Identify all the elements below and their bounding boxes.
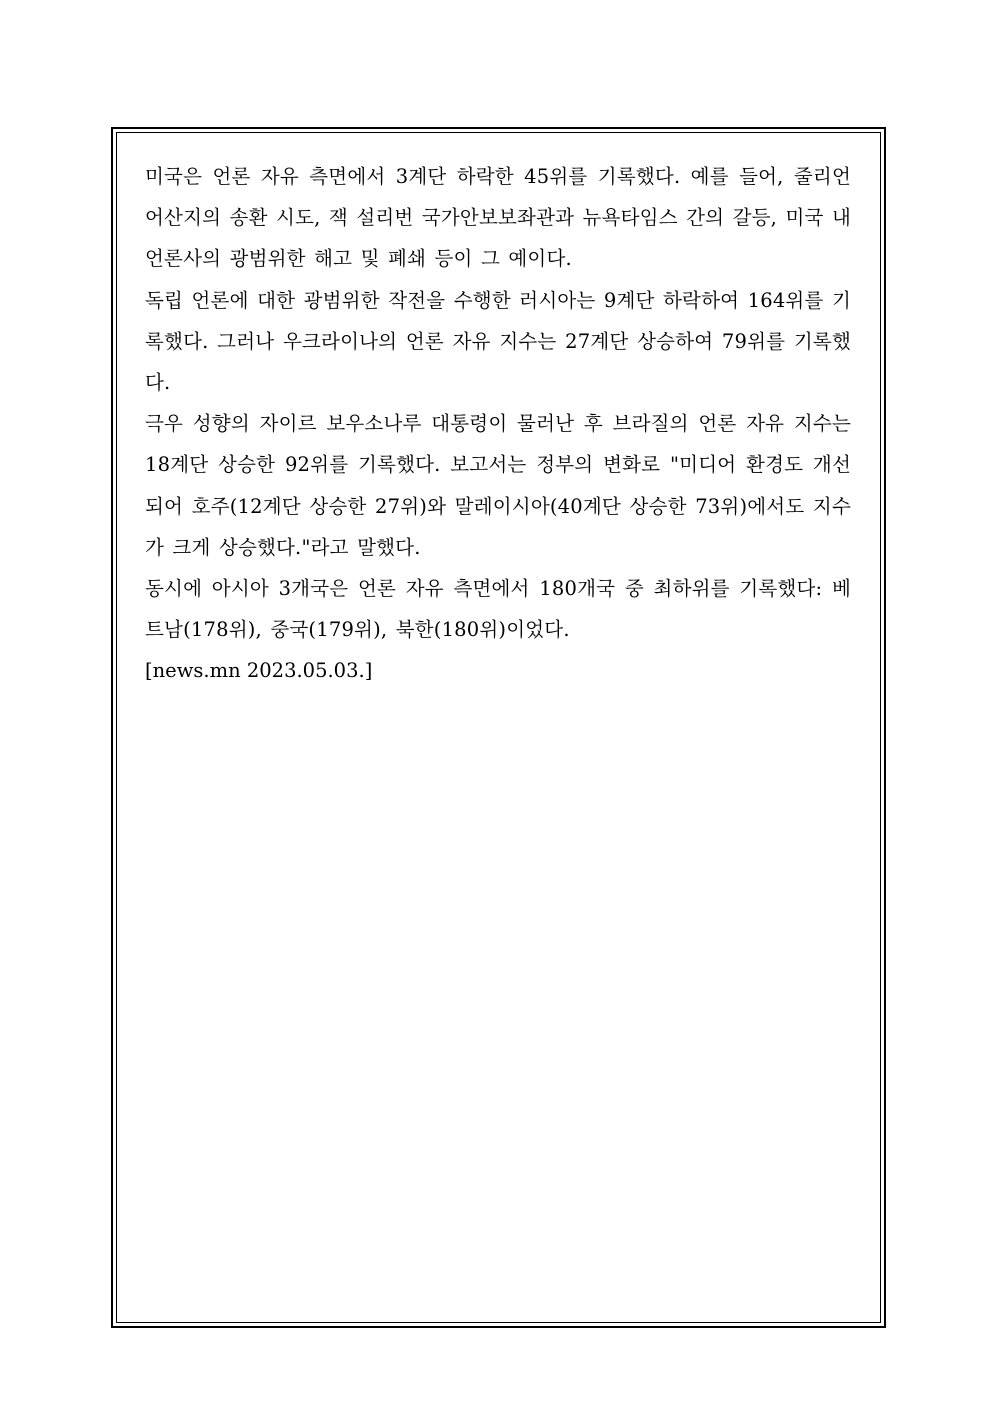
paragraph-brazil: 극우 성향의 자이르 보우소나루 대통령이 물러난 후 브라질의 언론 자유 지수는 18계단 상승한 92위를 기록했다. 보고서는 정부의 변화로 "미디어 환경도 개선되어 호주(12계단 상승한 27위)와 말레이시아(40계단 상승한 73위)에서도 지수가 크게 상승했다."라고 말했다.	[145, 412, 851, 559]
article-body	[145, 156, 851, 692]
paragraph-usa: 미국은 언론 자유 측면에서 3계단 하락한 45위를 기록했다. 예를 들어, 줄리언 어산지의 송환 시도, 잭 설리번 국가안보보좌관과 뉴욕타임스 간의 갈등, 미국 내 언론사의 광범위한 해고 및 폐쇄 등이 그 예이다.	[145, 165, 851, 271]
paragraph-russia-ukraine: 독립 언론에 대한 광범위한 작전을 수행한 러시아는 9계단 하락하여 164위를 기록했다. 그러나 우크라이나의 언론 자유 지수는 27계단 상승하여 79위를 기록했다.	[145, 288, 851, 395]
paragraph-asia: 동시에 아시아 3개국은 언론 자유 측면에서 180개국 중 최하위를 기록했다: 베트남(178위), 중국(179위), 북한(180위)이었다.	[145, 577, 851, 642]
source-citation: [news.mn 2023.05.03.]	[145, 659, 373, 683]
